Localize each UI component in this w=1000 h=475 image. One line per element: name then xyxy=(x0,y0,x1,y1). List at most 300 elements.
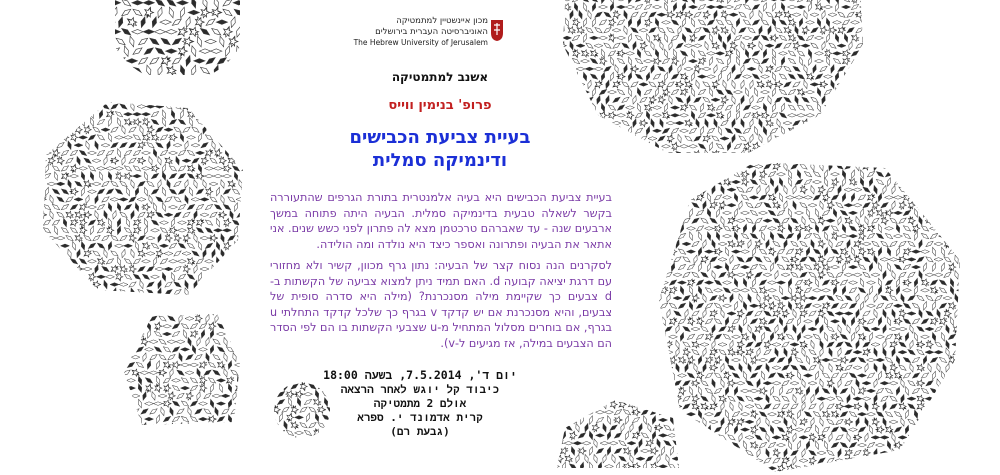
tiling-rhombus xyxy=(156,64,164,75)
tiling-rhombus xyxy=(785,387,794,395)
tiling-rhombus xyxy=(672,2,678,12)
tiling-rhombus xyxy=(841,142,850,150)
tiling-rhombus xyxy=(782,324,788,334)
tiling-star xyxy=(556,455,563,462)
tiling-rhombus xyxy=(599,5,608,9)
tiling-rhombus xyxy=(763,162,772,170)
tiling-rhombus xyxy=(949,278,955,288)
tiling-rhombus xyxy=(134,241,140,251)
tiling-rhombus xyxy=(877,371,883,381)
tiling-rhombus xyxy=(219,102,225,112)
tiling-star xyxy=(766,81,773,88)
tiling-rhombus xyxy=(820,95,826,105)
tiling-rhombus xyxy=(706,127,715,135)
tiling-rhombus xyxy=(782,471,788,475)
tiling-star xyxy=(742,160,749,162)
tiling-rhombus xyxy=(724,316,730,326)
tiling-rhombus xyxy=(805,355,811,365)
tiling-rhombus xyxy=(564,18,570,28)
tiling-rhombus xyxy=(213,314,219,324)
tiling-rhombus xyxy=(884,464,893,472)
tiling-star xyxy=(237,235,244,242)
tiling-rhombus xyxy=(643,3,652,11)
tiling-rhombus xyxy=(808,402,817,410)
tiling-rhombus xyxy=(661,193,667,203)
tiling-rhombus xyxy=(242,171,248,181)
tiling-star xyxy=(877,465,884,472)
tiling-rhombus xyxy=(726,56,732,66)
tiling-rhombus xyxy=(781,273,790,277)
tiling-rhombus xyxy=(835,395,844,403)
tiling-rhombus xyxy=(673,201,682,209)
tiling-rhombus xyxy=(787,440,793,450)
tiling-rhombus xyxy=(920,224,929,232)
tiling-rhombus xyxy=(782,185,788,195)
tiling-rhombus xyxy=(665,255,671,265)
tiling-rhombus xyxy=(722,464,731,472)
tiling-rhombus xyxy=(709,420,718,424)
tiling-rhombus xyxy=(674,216,680,226)
tiling-rhombus xyxy=(209,312,215,316)
tiling-rhombus xyxy=(657,26,666,34)
tiling-rhombus xyxy=(953,216,959,226)
tiling-rhombus xyxy=(911,387,920,395)
tiling-rhombus xyxy=(146,265,155,273)
tiling-rhombus xyxy=(145,64,153,75)
tiling-rhombus xyxy=(609,424,618,432)
tiling-rhombus xyxy=(600,0,606,4)
tiling-rhombus xyxy=(810,134,819,142)
tiling-rhombus xyxy=(875,387,884,395)
tiling-rhombus xyxy=(661,332,667,342)
tiling-rhombus xyxy=(663,49,669,59)
tiling-rhombus xyxy=(177,1,188,6)
tiling-rhombus xyxy=(655,186,664,194)
tiling-rhombus xyxy=(308,439,317,440)
tiling-rhombus xyxy=(69,149,78,157)
tiling-star xyxy=(229,37,238,46)
tiling-rhombus xyxy=(47,105,56,109)
tiling-rhombus xyxy=(947,193,956,201)
tiling-rhombus xyxy=(191,143,200,147)
tiling-rhombus xyxy=(917,433,923,443)
tiling-rhombus xyxy=(843,33,849,43)
tiling-rhombus xyxy=(898,449,907,457)
tiling-rhombus xyxy=(227,360,233,370)
tiling-rhombus xyxy=(724,355,730,365)
tiling-rhombus xyxy=(89,109,95,119)
tiling-rhombus xyxy=(194,59,205,64)
tiling-rhombus xyxy=(186,337,192,347)
abstract-paragraph-1: בעיית צביעת הכבישים היא בעיה אלמנטרית בתורת הגרפים שהתעוררה בקשר לשאלה טבעית בדינמיקה סמלית. הבעיה היתה פתוחה במשך ארבעים שנה - עד שאברהם טרכטמן מצא לה פתרון לפני כשש שנים. אני אתאר את הבעיה ופתרונה ואספר כיצד היא נולדה ומה הולידה. xyxy=(270,190,612,252)
tiling-rhombus xyxy=(731,441,740,449)
tiling-rhombus xyxy=(709,433,718,441)
tiling-rhombus xyxy=(154,402,163,406)
tiling-rhombus xyxy=(934,325,943,333)
tiling-rhombus xyxy=(700,395,709,403)
tiling-rhombus xyxy=(818,363,824,373)
tiling-star xyxy=(609,34,616,41)
tiling-rhombus xyxy=(188,10,199,15)
tiling-star xyxy=(787,465,794,472)
tiling-rhombus xyxy=(704,387,713,395)
tiling-rhombus xyxy=(841,285,847,295)
tiling-rhombus xyxy=(670,386,676,396)
tiling-rhombus xyxy=(800,347,806,357)
tiling-rhombus xyxy=(760,231,766,241)
tiling-rhombus xyxy=(931,371,937,381)
tiling-rhombus xyxy=(150,187,159,195)
tiling-rhombus xyxy=(796,103,805,111)
tiling-rhombus xyxy=(699,103,705,113)
tiling-rhombus xyxy=(39,140,45,150)
tiling-rhombus xyxy=(755,347,761,357)
tiling-rhombus xyxy=(222,368,228,378)
tiling-rhombus xyxy=(701,347,707,357)
tiling-rhombus xyxy=(183,140,189,150)
tiling-rhombus xyxy=(832,57,841,65)
tiling-rhombus xyxy=(88,190,97,194)
tiling-rhombus xyxy=(209,182,218,186)
tiling-rhombus xyxy=(922,301,928,311)
tiling-left-heptagon xyxy=(38,100,248,300)
tiling-rhombus xyxy=(781,255,790,263)
tiling-rhombus xyxy=(780,56,786,66)
tiling-rhombus xyxy=(889,162,898,170)
tiling-rhombus xyxy=(834,2,840,12)
tiling-rhombus xyxy=(961,379,965,387)
tiling-rhombus xyxy=(171,415,180,423)
tiling-rhombus xyxy=(837,83,846,87)
tiling-star xyxy=(649,96,656,103)
tiling-rhombus xyxy=(881,417,887,427)
tiling-rhombus xyxy=(780,141,786,151)
tiling-rhombus xyxy=(47,252,56,256)
tiling-star xyxy=(75,103,82,110)
tiling-star xyxy=(872,202,879,209)
tiling-rhombus xyxy=(731,317,740,325)
tiling-rhombus xyxy=(875,178,884,186)
tiling-rhombus xyxy=(839,410,848,418)
tiling-rhombus xyxy=(913,177,919,187)
tiling-rhombus xyxy=(807,2,813,12)
tiling-rhombus xyxy=(710,239,716,249)
tiling-rhombus xyxy=(934,395,943,403)
tiling-rhombus xyxy=(898,327,907,331)
tiling-rhombus xyxy=(820,41,826,51)
tiling-rhombus xyxy=(152,148,158,158)
tiling-star xyxy=(146,312,153,314)
tiling-rhombus xyxy=(631,41,637,51)
tiling-rhombus xyxy=(179,133,185,143)
tiling-star xyxy=(712,81,719,88)
tiling-rhombus xyxy=(231,164,240,172)
tiling-rhombus xyxy=(685,95,691,105)
tiling-rhombus xyxy=(776,263,785,271)
tiling-rhombus xyxy=(847,64,853,74)
tiling-rhombus xyxy=(831,160,840,161)
tiling-rhombus xyxy=(880,395,889,403)
tiling-rhombus xyxy=(695,178,704,186)
tiling-rhombus xyxy=(894,211,903,215)
tiling-rhombus xyxy=(655,317,660,325)
tiling-rhombus xyxy=(51,100,60,103)
tiling-rhombus xyxy=(682,217,691,225)
tiling-rhombus xyxy=(608,90,617,94)
tiling-rhombus xyxy=(818,417,824,427)
tiling-rhombus xyxy=(839,441,848,449)
tiling-rhombus xyxy=(39,156,45,166)
tiling-rhombus xyxy=(110,249,119,257)
tiling-rhombus xyxy=(799,255,808,263)
tiling-rhombus xyxy=(899,378,905,388)
tiling-rhombus xyxy=(231,352,237,362)
tiling-rhombus xyxy=(170,218,176,228)
tiling-rhombus xyxy=(857,464,866,472)
tiling-rhombus xyxy=(747,67,756,71)
tiling-rhombus xyxy=(154,0,166,8)
tiling-rhombus xyxy=(199,27,211,37)
tiling-rhombus xyxy=(122,45,130,57)
tiling-rhombus xyxy=(683,456,689,466)
tiling-rhombus xyxy=(688,169,694,179)
tiling-rhombus xyxy=(790,217,799,225)
tiling-rhombus xyxy=(632,398,641,399)
tiling-rhombus xyxy=(161,109,167,119)
tiling-star xyxy=(242,165,248,172)
tiling-rhombus xyxy=(865,149,868,155)
tiling-rhombus xyxy=(749,209,758,217)
tiling-star xyxy=(89,273,96,280)
tiling-rhombus xyxy=(670,0,679,3)
tiling-rhombus xyxy=(784,149,790,155)
tiling-rhombus xyxy=(895,224,901,234)
tiling-star xyxy=(692,434,699,441)
tiling-rhombus xyxy=(898,271,907,279)
tiling-star xyxy=(679,194,686,201)
tiling-rhombus xyxy=(655,162,664,170)
tiling-rhombus xyxy=(759,358,768,362)
tiling-rhombus xyxy=(559,408,568,416)
tiling-rhombus xyxy=(198,322,207,330)
tiling-rhombus xyxy=(654,141,660,151)
tiling-rhombus xyxy=(783,80,792,88)
tiling-rhombus xyxy=(233,171,239,181)
tiling-rhombus xyxy=(47,236,56,240)
tiling-rhombus xyxy=(935,185,941,195)
tiling-rhombus xyxy=(764,417,770,427)
tiling-rhombus xyxy=(763,273,772,277)
tiling-rhombus xyxy=(806,114,815,118)
tiling-rhombus xyxy=(787,224,793,234)
tiling-rhombus xyxy=(733,278,739,288)
tiling-rhombus xyxy=(655,301,658,311)
tiling-star xyxy=(164,385,171,392)
tiling-rhombus xyxy=(233,1,240,6)
tiling-rhombus xyxy=(733,425,739,435)
tiling-rhombus xyxy=(186,172,195,180)
tiling-star xyxy=(931,171,938,178)
tiling-rhombus xyxy=(83,283,92,287)
tiling-rhombus xyxy=(216,322,225,330)
tiling-rhombus xyxy=(56,141,65,149)
tiling-rhombus xyxy=(791,394,797,404)
tiling-rhombus xyxy=(116,202,122,212)
tiling-rhombus xyxy=(88,260,97,264)
tiling-rhombus xyxy=(204,314,210,324)
tiling-rhombus xyxy=(746,324,752,334)
tiling-rhombus xyxy=(724,262,730,272)
tiling-rhombus xyxy=(880,294,889,302)
tiling-rhombus xyxy=(835,418,844,426)
tiling-star xyxy=(129,265,136,272)
tiling-rhombus xyxy=(895,386,901,396)
tiling-rhombus xyxy=(737,200,743,210)
tiling-star xyxy=(651,463,658,468)
institute-name-english: The Hebrew University of Jerusalem xyxy=(354,39,488,47)
tiling-rhombus xyxy=(149,56,161,66)
tiling-rhombus xyxy=(649,408,658,416)
tiling-rhombus xyxy=(670,160,676,164)
tiling-rhombus xyxy=(167,314,176,322)
tiling-rhombus xyxy=(51,164,60,172)
tiling-rhombus xyxy=(810,13,819,17)
tiling-rhombus xyxy=(187,136,196,140)
tiling-rhombus xyxy=(132,273,141,281)
tiling-rhombus xyxy=(766,134,772,144)
tiling-rhombus xyxy=(669,415,675,425)
tiling-rhombus xyxy=(700,217,709,225)
tiling-rhombus xyxy=(784,134,790,144)
tiling-star xyxy=(80,219,87,226)
tiling-rhombus xyxy=(889,420,898,424)
tiling-rhombus xyxy=(209,157,218,165)
tiling-rhombus xyxy=(242,117,248,127)
tiling-rhombus xyxy=(658,149,664,155)
event-refreshments: כיבוד קל יוגש לאחר הרצאה xyxy=(300,383,540,397)
tiling-star xyxy=(683,349,690,356)
tiling-rhombus xyxy=(907,240,916,248)
tiling-rhombus xyxy=(877,247,883,257)
tiling-rhombus xyxy=(792,13,801,17)
tiling-star xyxy=(665,256,672,263)
tiling-rhombus xyxy=(917,185,923,195)
tiling-rhombus xyxy=(723,234,732,238)
tiling-rhombus xyxy=(837,119,846,127)
tiling-rhombus xyxy=(669,446,675,456)
tiling-rhombus xyxy=(835,201,844,209)
tiling-rhombus xyxy=(866,170,875,178)
tiling-star xyxy=(908,202,915,209)
tiling-rhombus xyxy=(759,211,768,215)
tiling-rhombus xyxy=(231,118,240,126)
tiling-rhombus xyxy=(56,102,65,110)
tiling-star xyxy=(200,385,207,392)
tiling-rhombus xyxy=(902,209,911,217)
tiling-rhombus xyxy=(708,33,714,43)
tiling-rhombus xyxy=(866,441,875,449)
tiling-rhombus xyxy=(664,350,673,354)
tiling-rhombus xyxy=(98,171,104,181)
tiling-rhombus xyxy=(690,0,696,4)
tiling-rhombus xyxy=(791,433,797,443)
tiling-rhombus xyxy=(929,170,938,178)
tiling-rhombus xyxy=(947,247,956,255)
tiling-rhombus xyxy=(809,340,815,350)
tiling-rhombus xyxy=(776,232,785,240)
tiling-rhombus xyxy=(231,391,237,401)
tiling-rhombus xyxy=(122,355,131,359)
tiling-rhombus xyxy=(758,425,767,433)
tiling-rhombus xyxy=(773,471,779,475)
tiling-rhombus xyxy=(233,7,240,17)
tiling-rhombus xyxy=(155,105,164,109)
tiling-rhombus xyxy=(853,188,862,192)
tiling-rhombus xyxy=(724,386,730,396)
tiling-rhombus xyxy=(236,141,245,149)
tiling-rhombus xyxy=(953,363,959,373)
tiling-rhombus xyxy=(796,169,802,179)
tiling-rhombus xyxy=(782,239,788,249)
tiling-rhombus xyxy=(881,340,887,350)
tiling-rhombus xyxy=(165,140,171,150)
tiling-rhombus xyxy=(170,109,176,119)
tiling-rhombus xyxy=(110,141,119,149)
tiling-rhombus xyxy=(929,278,938,286)
tiling-rhombus xyxy=(827,433,833,443)
tiling-rhombus xyxy=(693,96,702,104)
tiling-rhombus xyxy=(821,425,830,433)
tiling-rhombus xyxy=(173,126,182,134)
tiling-rhombus xyxy=(658,41,664,51)
tiling-rhombus xyxy=(750,304,759,308)
tiling-rhombus xyxy=(143,171,149,181)
tiling-rhombus xyxy=(672,457,680,461)
tiling-rhombus xyxy=(706,425,712,435)
tiling-rhombus xyxy=(902,224,911,232)
tiling-rhombus xyxy=(687,227,696,231)
tiling-rhombus xyxy=(835,433,844,441)
tiling-rhombus xyxy=(940,386,946,396)
tiling-rhombus xyxy=(827,239,833,249)
tiling-star xyxy=(868,209,875,216)
tiling-star xyxy=(215,296,222,300)
tiling-rhombus xyxy=(235,402,243,406)
tiling-rhombus xyxy=(831,265,840,269)
tiling-rhombus xyxy=(741,265,750,269)
tiling-rhombus xyxy=(825,103,831,113)
tiling-rhombus xyxy=(114,100,123,103)
tiling-rhombus xyxy=(219,233,225,243)
speaker-name: פרופ' בנימין ווייס xyxy=(250,98,630,113)
tiling-star xyxy=(179,47,188,56)
tiling-rhombus xyxy=(832,208,838,218)
tiling-rhombus xyxy=(863,402,869,412)
tiling-rhombus xyxy=(751,34,760,42)
tiling-star xyxy=(944,240,951,247)
tiling-rhombus xyxy=(846,26,855,34)
tiling-rhombus xyxy=(200,198,209,202)
tiling-rhombus xyxy=(655,335,660,339)
tiling-rhombus xyxy=(805,440,811,450)
tiling-star xyxy=(188,296,195,300)
tiling-rhombus xyxy=(787,169,793,179)
tiling-rhombus xyxy=(599,36,608,40)
tiling-rhombus xyxy=(241,112,249,116)
tiling-rhombus xyxy=(704,302,713,310)
tiling-rhombus xyxy=(751,247,757,257)
tiling-rhombus xyxy=(749,317,758,325)
